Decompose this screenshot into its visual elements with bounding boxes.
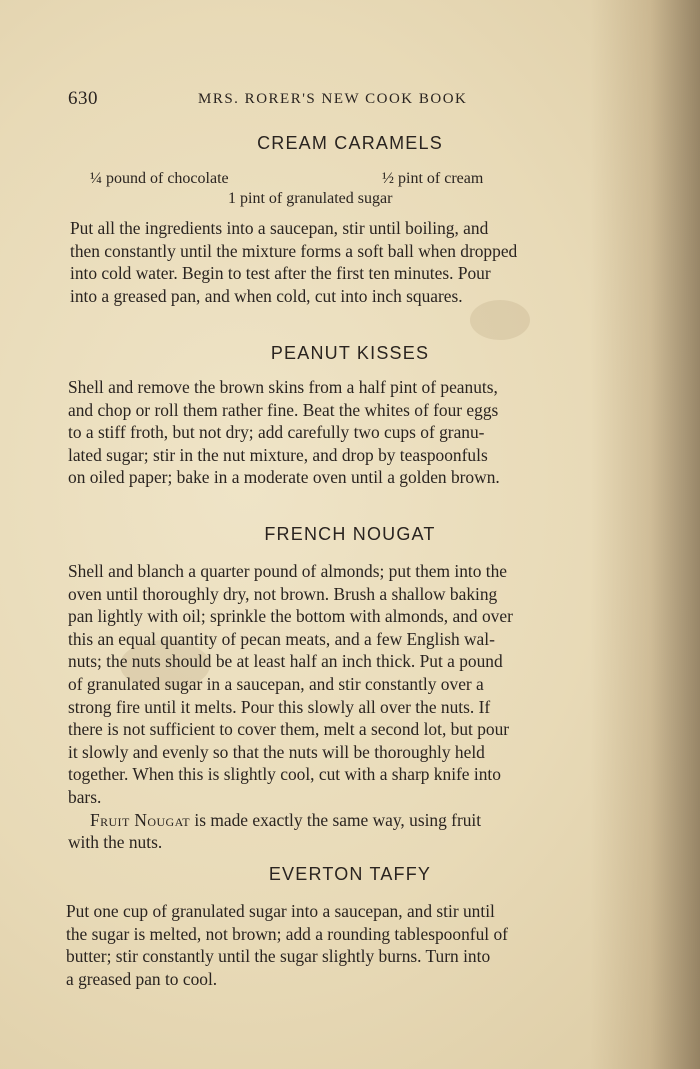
text-line: nuts; the nuts should be at least half an inch thick. Put a pound bbox=[68, 651, 503, 672]
fruit-nougat-note bbox=[68, 809, 626, 832]
text-line: Shell and blanch a quarter pound of almonds; put them into the bbox=[68, 561, 508, 581]
text-line: bars. bbox=[68, 786, 102, 807]
ingredient-cream: ½ pint of cream bbox=[382, 170, 484, 187]
fruit-nougat-lead: Fruit Nougat bbox=[90, 809, 191, 830]
page-header bbox=[68, 88, 628, 116]
text-line: there is not sufficient to cover them, melt a second lot, but pour bbox=[68, 719, 510, 740]
text-line: it slowly and evenly so that the nuts will be thoroughly held bbox=[68, 741, 485, 762]
text-line: oven until thoroughly dry, not brown. Brush a shallow baking bbox=[68, 583, 498, 604]
text-line: lated sugar; stir in the nut mixture, and drop by teaspoonfuls bbox=[68, 444, 488, 465]
text-line: together. When this is slightly cool, cut with a sharp knife into bbox=[68, 764, 501, 785]
text-line: on oiled paper; bake in a moderate oven until a golden brown. bbox=[68, 467, 500, 488]
text-line: to a stiff froth, but not dry; add carefully two cups of granu- bbox=[68, 422, 485, 443]
text-line: this an equal quantity of pecan meats, and a few English wal- bbox=[68, 628, 495, 649]
recipe-body-peanut-kisses bbox=[68, 376, 628, 489]
text-line: butter; stir constantly until the sugar slightly burns. Turn into bbox=[66, 946, 491, 967]
text-line: Shell and remove the brown skins from a half pint of peanuts, bbox=[68, 377, 498, 397]
recipe-title-french-nougat: FRENCH NOUGAT bbox=[264, 524, 436, 544]
text-line: into cold water. Begin to test after the first ten minutes. Pour bbox=[70, 263, 491, 284]
text-line: into a greased pan, and when cold, cut into inch squares. bbox=[70, 285, 463, 306]
ingredient-sugar: 1 pint of granulated sugar bbox=[228, 190, 393, 207]
text-line: strong fire until it melts. Pour this slowly all over the nuts. If bbox=[68, 696, 491, 717]
text-line: the sugar is melted, not brown; add a rounding tablespoonful of bbox=[66, 923, 508, 944]
recipe-title-everton-taffy: EVERTON TAFFY bbox=[268, 864, 432, 884]
recipe-title-peanut-kisses: PEANUT KISSES bbox=[270, 343, 430, 363]
ingredient-chocolate: ¼ pound of chocolate bbox=[90, 170, 229, 187]
text-line: then constantly until the mixture forms a soft ball when dropped bbox=[70, 240, 518, 261]
text-line: of granulated sugar in a saucepan, and stir constantly over a bbox=[68, 673, 484, 694]
text-line: a greased pan to cool. bbox=[66, 968, 218, 989]
text-line: pan lightly with oil; sprinkle the bottom with almonds, and over bbox=[68, 606, 513, 627]
text-line: Put one cup of granulated sugar into a saucepan, and stir until bbox=[66, 901, 495, 921]
recipe-body-everton-taffy bbox=[66, 900, 624, 990]
recipe-title-cream-caramels: CREAM CARAMELS bbox=[257, 133, 443, 153]
fruit-nougat-text: is made exactly the same way, using fruit bbox=[190, 809, 482, 830]
recipe-body-french-nougat bbox=[68, 560, 626, 854]
recipe-body-cream-caramels bbox=[70, 217, 628, 307]
text-line: with the nuts. bbox=[68, 832, 163, 853]
text-line: Put all the ingredients into a saucepan, stir until boiling, and bbox=[70, 218, 489, 238]
page-number: 630 bbox=[68, 88, 98, 109]
text-line: and chop or roll them rather fine. Beat the whites of four eggs bbox=[68, 399, 499, 420]
running-head: MRS. RORER'S NEW COOK BOOK bbox=[198, 91, 468, 107]
